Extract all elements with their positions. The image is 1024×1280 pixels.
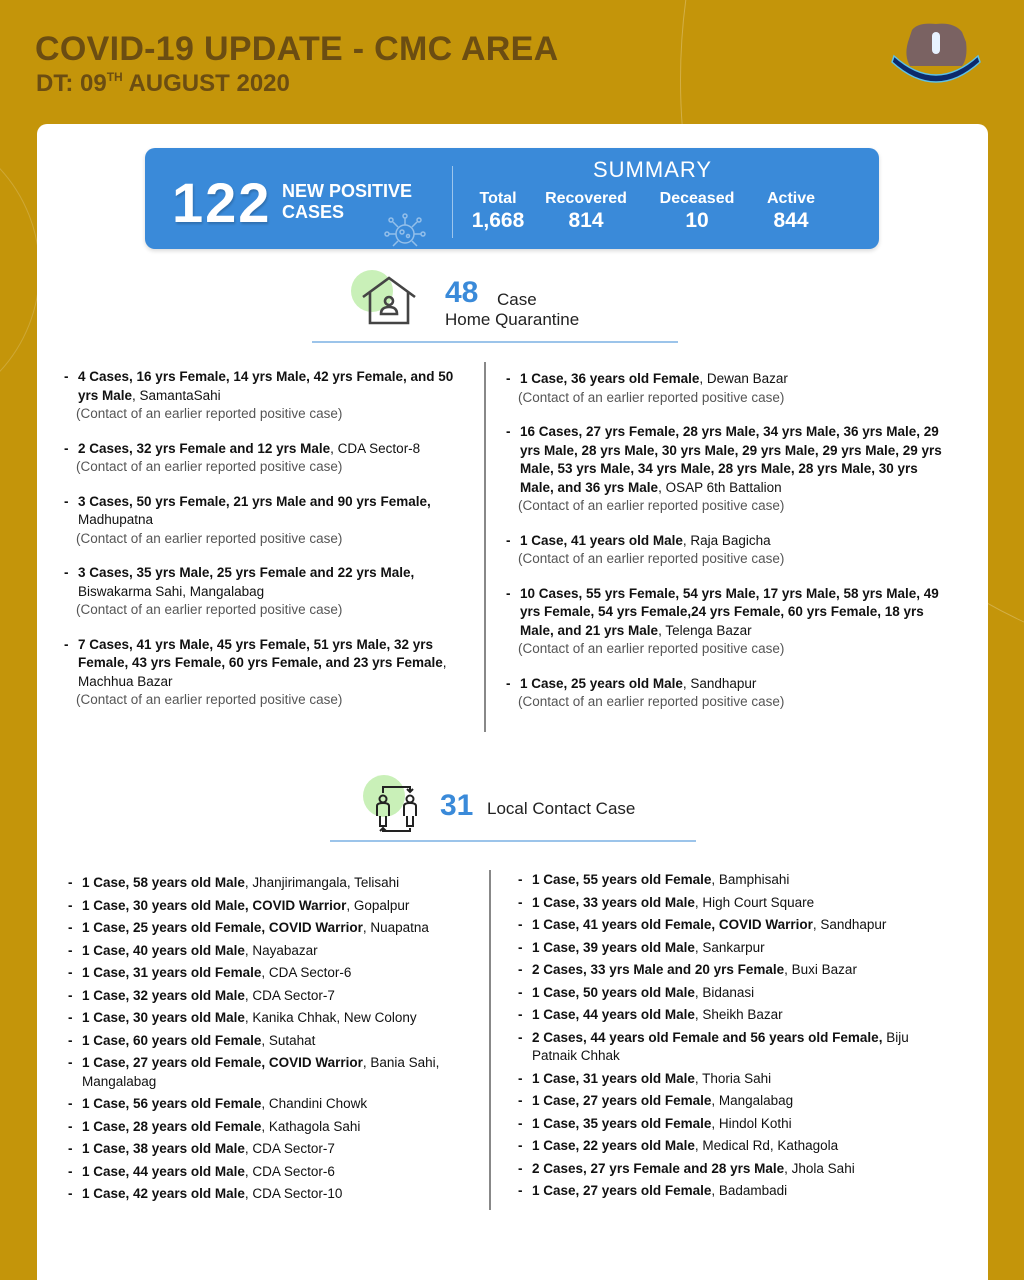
case-location: , Buxi Bazar [784,962,857,977]
case-entry [68,1118,488,1137]
case-location: , Bidanasi [694,984,755,1000]
stat-recovered [541,190,631,233]
case-location: , Jhola Sahi [784,1160,855,1176]
case-location: , OSAP 6th Battalion [658,479,782,495]
case-details: 1 Case, 27 years old Female, COVID Warrior [82,1055,363,1070]
case-location: , High Court Square [694,894,815,910]
case-details: 2 Cases, 32 yrs Female and 12 yrs Male [78,440,331,456]
case-details: 1 Case, 40 years old Male [82,942,245,958]
case-details: 1 Case, 33 years old Male [532,894,695,910]
case-details: 4 Cases, 16 yrs Female, 14 yrs Male, 42 yrs Female, and 50 yrs Male [78,369,454,403]
case-note: (Contact of an earlier reported positive case) [518,551,785,566]
case-location: , Sutahat [261,1032,316,1048]
case-entry [506,532,946,569]
case-entry [68,987,488,1006]
case-note: (Contact of an earlier reported positive case) [518,694,785,709]
case-entry [68,1140,488,1159]
case-details: 1 Case, 50 years old Male [532,984,695,1000]
home-quarantine-title: Home Quarantine [445,310,580,329]
home-quarantine-count: 48 [445,276,479,309]
case-details: 1 Case, 28 years old Female [82,1118,262,1134]
date-ordinal: TH [106,70,123,84]
case-details: 1 Case, 35 years old Female [532,1115,712,1131]
case-entry [518,916,948,935]
case-location: , Machhua Bazar [78,655,447,689]
case-entry [68,942,488,961]
case-details: 1 Case, 25 years old Female, COVID Warrior [82,920,363,935]
summary-title: SUMMARY [593,157,713,182]
case-location: , CDA Sector-6 [244,1163,335,1179]
case-entry [518,939,948,958]
case-details: 1 Case, 27 years old Female [532,1093,712,1108]
case-details: 1 Case, 31 years old Female [82,965,262,980]
stat-label: Recovered [545,190,627,207]
case-entry [68,1185,488,1204]
case-details: 3 Cases, 35 yrs Male, 25 yrs Female and 22 yrs Male, [78,565,415,580]
stat-deceased [653,190,741,233]
case-note: (Contact of an earlier reported positive case) [76,459,343,474]
case-entry [518,1092,948,1111]
case-location: , Chandini Chowk [261,1096,368,1111]
case-entry [68,1009,488,1028]
case-entry [518,1070,948,1089]
home-quarantine-right-list [506,370,946,728]
case-details: 1 Case, 55 years old Female [532,872,712,887]
case-location: , Thoria Sahi [694,1070,772,1086]
virus-icon [382,212,428,250]
case-entry [518,1160,948,1179]
case-location: Madhupatna [78,512,154,527]
case-location: , Telenga Bazar [658,622,752,638]
stat-label: Deceased [659,190,735,207]
case-details: 2 Cases, 44 years old Female and 56 years old Female, [532,1029,883,1045]
case-entry [68,1163,488,1182]
case-entry [68,897,488,916]
case-entry [518,1182,948,1201]
case-location: , Raja Bagicha [682,532,771,548]
case-details: 16 Cases, 27 yrs Female, 28 yrs Male, 34 yrs Male, 36 yrs Male, 29 yrs Male, 28 yrs Male, 30 yrs Male, 29 yrs Male, 29 yrs Male, 29 yrs Male, 53 yrs Male, 34 yrs Male, 28 yrs Male, 28 yrs Male, 30 yrs Male, and 36 yrs Male [520,424,942,495]
case-location: , Hindol Kothi [711,1115,792,1131]
case-location: , Bamphisahi [711,872,790,887]
new-positive-label-line1: NEW POSITIVE [282,181,413,201]
case-details: 2 Cases, 27 yrs Female and 28 yrs Male [532,1160,785,1176]
case-location: Biju Patnaik Chhak [532,1029,909,1063]
case-details: 1 Case, 36 years old Female [520,371,700,386]
case-location: , Dewan Bazar [699,371,788,386]
case-entry [506,423,946,516]
section-underline [330,840,696,842]
case-entry [518,1137,948,1156]
case-entry [64,368,464,424]
case-location: , CDA Sector-10 [244,1186,343,1201]
local-contact-right-list [518,871,948,1205]
case-details: 1 Case, 30 years old Male [82,1010,245,1025]
stat-value: 10 [685,209,709,232]
stat-total [467,190,529,233]
case-details: 1 Case, 44 years old Male [532,1007,695,1022]
stat-value: 814 [568,209,604,232]
case-location: , Sandhapur [682,675,757,691]
case-details: 7 Cases, 41 yrs Male, 45 yrs Female, 51 yrs Male, 32 yrs Female, 43 yrs Female, 60 yrs Female, and 23 yrs Female [78,636,443,670]
page-title: COVID-19 UPDATE - CMC AREA [35,30,559,68]
case-details: 1 Case, 44 years old Male [82,1163,245,1179]
case-details: 1 Case, 39 years old Male [532,939,695,955]
case-details: 1 Case, 38 years old Male [82,1141,245,1156]
case-details: 10 Cases, 55 yrs Female, 54 yrs Male, 17 yrs Male, 58 yrs Male, 49 yrs Female, 54 yrs Female,24 yrs Female, 60 yrs Female, 18 yrs Male, and 21 yrs Male [520,585,939,638]
case-entry [68,1032,488,1051]
case-location: , Sheikh Bazar [694,1007,783,1022]
case-details: 1 Case, 42 years old Male [82,1186,245,1201]
stat-active [759,190,823,233]
new-positive-count: 122 [172,171,272,234]
case-details: 1 Case, 25 years old Male [520,675,683,691]
case-entry [68,1095,488,1114]
case-location: , Kanika Chhak, New Colony [244,1010,417,1025]
date-month-year: AUGUST 2020 [122,70,290,97]
case-details: 1 Case, 41 years old Male [520,532,683,548]
banner-divider [452,166,453,238]
case-details: 1 Case, 56 years old Female [82,1096,262,1111]
case-location: , Jhanjirimangala, Telisahi [244,875,400,890]
new-positive-label-line2: CASES [282,202,345,222]
report-date [36,70,290,98]
case-details: 1 Case, 22 years old Male [532,1138,695,1153]
case-details: 1 Case, 41 years old Female, COVID Warrior [532,917,813,932]
home-quarantine-left-list [64,368,464,726]
case-location: , Mangalabag [711,1093,794,1108]
case-location: , CDA Sector-7 [244,987,335,1003]
date-day: DT: 09 [36,70,107,97]
case-location: , Gopalpur [346,897,410,913]
home-quarantine-count-label: Case [497,290,537,309]
local-contact-left-list [68,874,488,1208]
case-entry [506,675,946,712]
case-location: , CDA Sector-6 [261,965,352,980]
case-entry [518,894,948,913]
case-location: , Sandhapur [812,917,887,932]
case-entry [64,564,464,620]
column-divider [484,362,486,732]
case-details: 1 Case, 58 years old Male [82,875,245,890]
cmc-logo-icon [888,20,984,86]
case-note: (Contact of an earlier reported positive case) [518,641,785,656]
case-location: Biswakarma Sahi, Mangalabag [78,583,265,599]
case-details: 1 Case, 27 years old Female [532,1183,712,1198]
case-entry [68,919,488,938]
section-underline [312,341,678,343]
case-location: , Badambadi [711,1183,788,1198]
case-entry [68,1054,488,1091]
case-entry [506,585,946,659]
summary-banner [145,148,879,249]
stat-value: 1,668 [471,209,525,232]
case-location: , Sankarpur [694,939,765,955]
case-details: 1 Case, 30 years old Male, COVID Warrior [82,897,347,913]
case-note: (Contact of an earlier reported positive case) [518,389,785,405]
case-entry [506,370,946,407]
background-arc [0,120,40,420]
case-entry [518,1029,948,1066]
local-contact-title: Local Contact Case [487,799,636,818]
case-entry [518,1006,948,1025]
stat-label: Active [766,190,816,207]
stat-value: 844 [773,209,809,232]
case-details: 1 Case, 32 years old Male [82,987,245,1003]
local-contact-icon [372,784,422,834]
case-entry [64,493,464,549]
case-location: , CDA Sector-8 [330,440,421,456]
home-quarantine-icon [360,275,418,325]
case-entry [68,964,488,983]
local-contact-count: 31 [440,789,474,822]
case-entry [64,636,464,710]
case-details: 2 Cases, 33 yrs Male and 20 yrs Female [532,962,785,977]
case-note: (Contact of an earlier reported positive case) [518,498,785,513]
case-entry [518,961,948,980]
case-note: (Contact of an earlier reported positive case) [76,406,343,421]
case-location: , Kathagola Sahi [261,1118,361,1134]
case-location: , SamantaSahi [132,387,221,403]
case-details: 1 Case, 31 years old Male [532,1070,695,1086]
case-note: (Contact of an earlier reported positive case) [76,692,343,707]
case-location: , Nuapatna [362,920,429,935]
case-details: 1 Case, 60 years old Female [82,1032,262,1048]
case-entry [518,871,948,890]
case-entry [68,874,488,893]
column-divider [489,870,491,1210]
case-details: 3 Cases, 50 yrs Female, 21 yrs Male and 90 yrs Female, [78,493,431,509]
case-note: (Contact of an earlier reported positive case) [76,530,343,546]
case-note: (Contact of an earlier reported positive case) [76,602,343,617]
case-entry [518,1115,948,1134]
case-location: , Medical Rd, Kathagola [694,1138,839,1153]
case-entry [518,984,948,1003]
case-entry [64,440,464,477]
stat-label: Total [479,190,517,207]
case-location: , Nayabazar [244,942,318,958]
case-location: , Bania Sahi, Mangalabag [82,1055,440,1089]
case-location: , CDA Sector-7 [244,1141,335,1156]
